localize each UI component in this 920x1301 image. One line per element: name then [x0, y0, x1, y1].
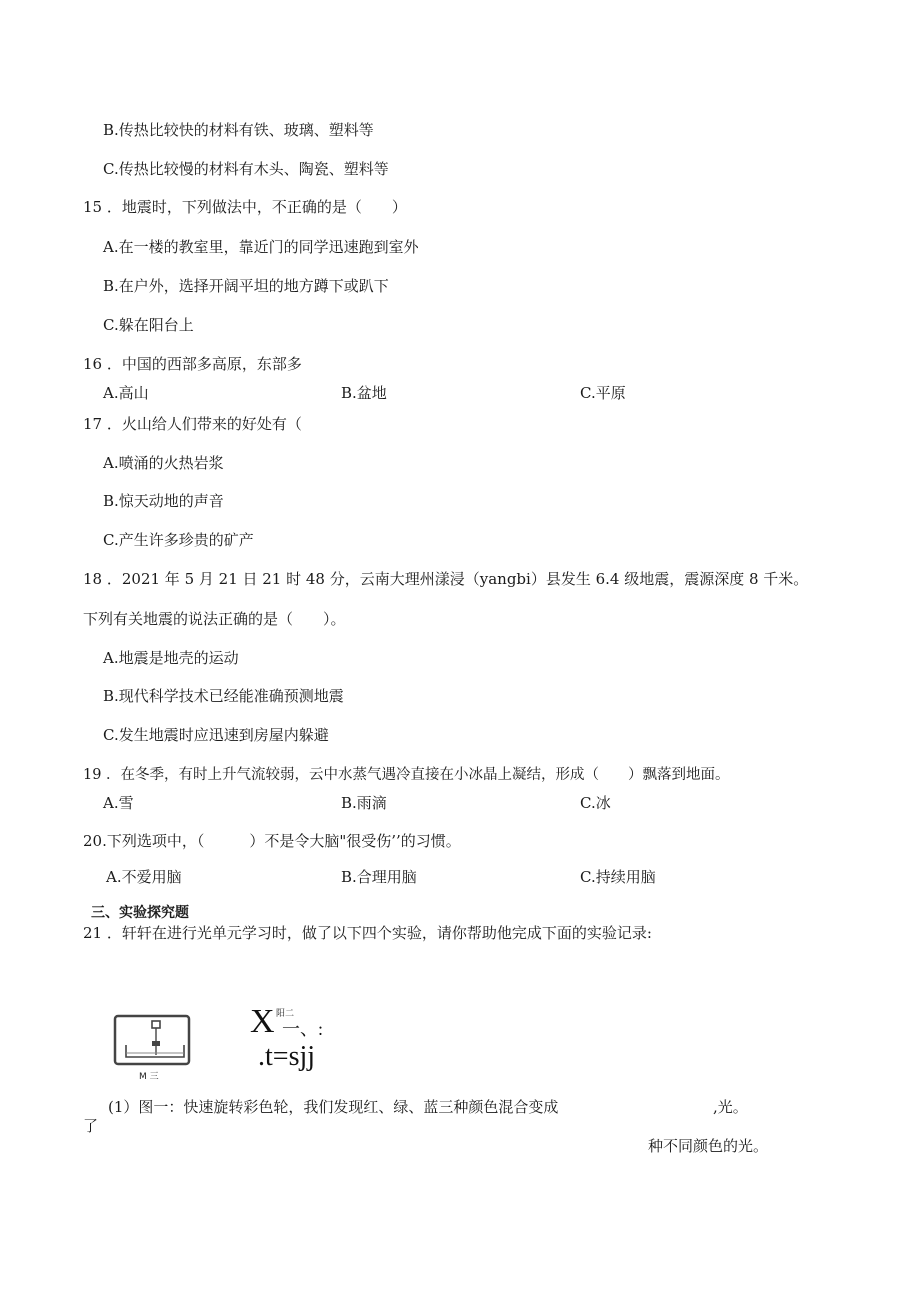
- q18-option-a: A.地震是地壳的运动: [103, 649, 239, 667]
- q21-tail: 种不同颜色的光。: [648, 1137, 769, 1155]
- q20-option-c: C.持续用脑: [580, 868, 656, 886]
- figure-one-caption: M 三: [139, 1072, 159, 1082]
- q16-option-c: C.平原: [580, 384, 626, 402]
- figure-two-dash: 一、:: [282, 1019, 324, 1039]
- q21-part1: (1）图一：快速旋转彩色轮，我们发现红、绿、蓝三种颜色混合变成: [108, 1098, 559, 1116]
- section-heading: 三、实验探究题: [91, 905, 189, 921]
- q20-option-b: B.合理用脑: [341, 868, 417, 886]
- q14-option-c: C.传热比较慢的材料有木头、陶瓷、塑料等: [103, 160, 389, 178]
- q18-option-b: B.现代科学技术已经能准确预测地震: [103, 687, 344, 705]
- q20-stem: 20.下列选项中，（ ）不是令大脑"很受伤’’的习惯。: [83, 832, 461, 850]
- figure-two-x-glyph: X: [250, 1003, 275, 1040]
- q17-option-b: B.惊天动地的声音: [103, 492, 224, 510]
- q16-stem: 16 ．中国的西部多高原，东部多: [83, 355, 302, 373]
- q16-option-b: B.盆地: [341, 384, 387, 402]
- q16-option-a: A.高山: [103, 384, 149, 402]
- q17-stem: 17 ．火山给人们带来的好处有（: [83, 415, 302, 433]
- q18-stem-line1: 18 ．2021 年 5 月 21 日 21 时 48 分，云南大理州漾浸（yangbi）县发生 6.4 级地震，震源深度 8 千米。: [83, 570, 809, 588]
- q15-option-a: A.在一楼的教室里，靠近门的同学迅速跑到室外: [103, 238, 419, 256]
- q19-option-b: B.雨滴: [341, 794, 387, 812]
- q18-option-c: C.发生地震时应迅速到房屋内躲避: [103, 726, 329, 744]
- q18-stem-line2: 下列有关地震的说法正确的是（ ）。: [83, 610, 346, 628]
- q20-option-a: A.不爱用脑: [106, 868, 182, 886]
- q17-option-a: A.喷涌的火热岩浆: [103, 454, 224, 472]
- q21-part1-end: ,光。: [713, 1098, 748, 1116]
- q19-option-a: A.雪: [103, 794, 134, 812]
- q15-option-b: B.在户外，选择开阔平坦的地方蹲下或趴下: [103, 277, 389, 295]
- q19-stem: 19 ．在冬季，有时上升气流较弱，云中水蒸气遇冷直接在小冰晶上凝结，形成（ ）飘落到地面。: [83, 767, 730, 783]
- q17-option-c: C.产生许多珍贵的矿产: [103, 531, 254, 549]
- q15-stem: 15 ．地震时，下列做法中，不正确的是（ ）: [83, 198, 407, 216]
- q14-option-b: B.传热比较快的材料有铁、玻璃、塑料等: [103, 121, 374, 139]
- figure-two-line2: .t=sjj: [258, 1041, 316, 1072]
- figure-two-sup: 阳二: [276, 1009, 295, 1019]
- q21-stem: 21 ．轩轩在进行光单元学习时，做了以下四个实验，请你帮助他完成下面的实验记录:: [83, 924, 652, 942]
- figure-one: [112, 1013, 194, 1073]
- color-wheel-apparatus-icon: [112, 1013, 194, 1073]
- stray-character: 了: [83, 1117, 99, 1135]
- q19-option-c: C.冰: [580, 794, 611, 812]
- q15-option-c: C.躲在阳台上: [103, 316, 194, 334]
